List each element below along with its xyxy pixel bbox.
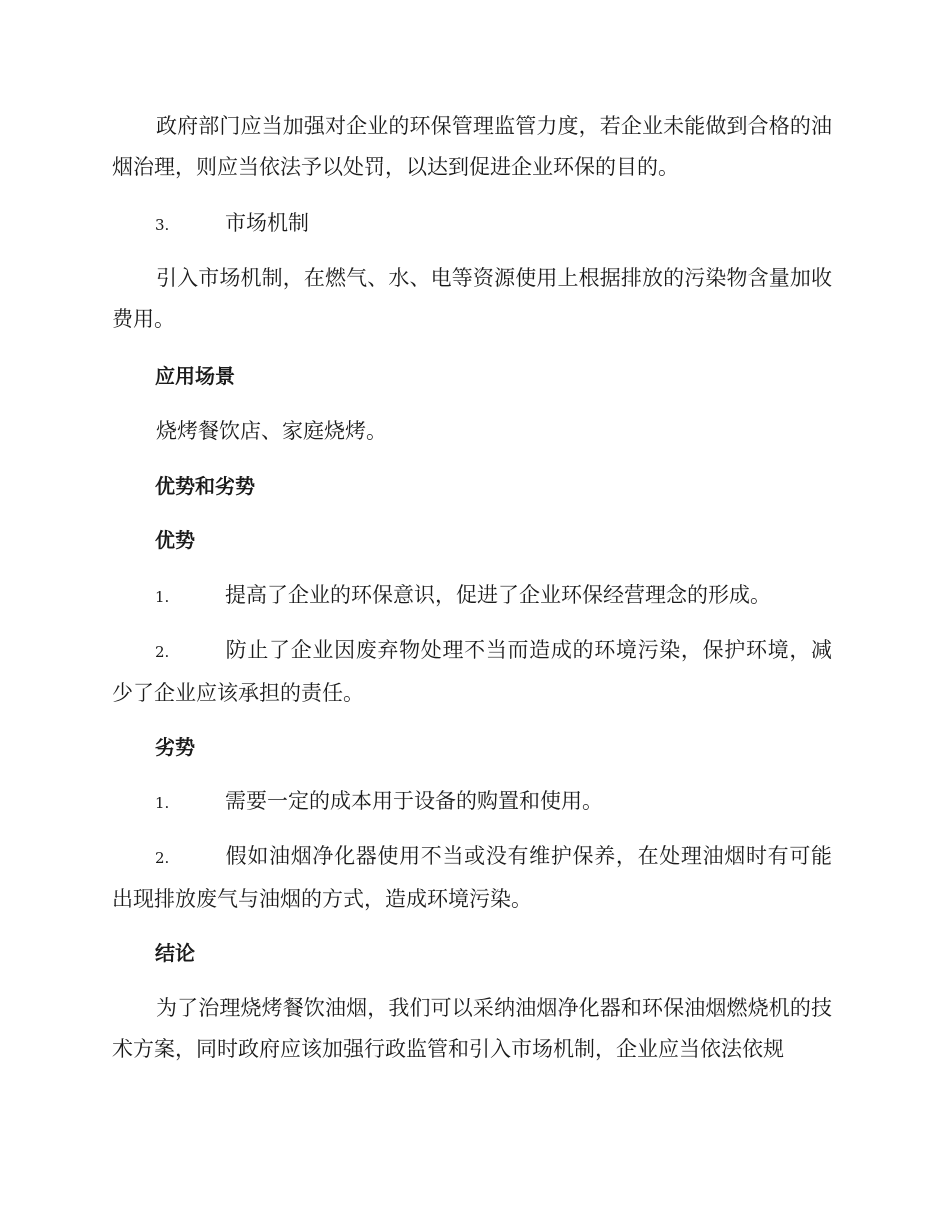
list-item-pros-1 (112, 575, 832, 618)
paragraph-application-scenario: 烧烤餐饮店、家庭烧烤。 (156, 419, 387, 443)
list-item-cons-1 (112, 781, 832, 824)
list-number: 1. (155, 588, 170, 606)
list-item-cons-2 (112, 836, 832, 920)
list-number: 2. (155, 643, 170, 661)
heading-conclusion: 结论 (155, 941, 195, 965)
list-number: 3. (155, 216, 170, 234)
paragraph-regulation: 政府部门应当加强对企业的环保管理监管力度，若企业未能做到合格的油烟治理，则应当依法予以处罚，以达到促进企业环保的目的。 (112, 114, 832, 179)
list-item-text: 防止了企业因废弃物处理不当而造成的环境污染，保护环境，减少了企业应该承担的责任。 (112, 638, 832, 705)
list-item-market-mechanism (112, 203, 832, 246)
list-item-text: 假如油烟净化器使用不当或没有维护保养，在处理油烟时有可能出现排放废气与油烟的方式，造成环境污染。 (112, 844, 832, 911)
paragraph-conclusion: 为了治理烧烤餐饮油烟，我们可以采纳油烟净化器和环保油烟燃烧机的技术方案，同时政府应该加强行政监管和引入市场机制，企业应当依法依规 (112, 996, 832, 1061)
heading-cons: 劣势 (155, 735, 195, 759)
list-item-text: 提高了企业的环保意识，促进了企业环保经营理念的形成。 (225, 583, 771, 607)
heading-application-scenario: 应用场景 (155, 364, 235, 388)
list-number: 2. (155, 849, 170, 867)
heading-pros: 优势 (155, 528, 195, 552)
list-item-text: 需要一定的成本用于设备的购置和使用。 (225, 789, 603, 813)
list-item-text: 市场机制 (225, 211, 309, 235)
list-number: 1. (155, 794, 170, 812)
list-item-pros-2 (112, 630, 832, 714)
paragraph-market-mechanism: 引入市场机制，在燃气、水、电等资源使用上根据排放的污染物含量加收费用。 (112, 266, 832, 331)
heading-pros-and-cons: 优势和劣势 (155, 474, 255, 498)
